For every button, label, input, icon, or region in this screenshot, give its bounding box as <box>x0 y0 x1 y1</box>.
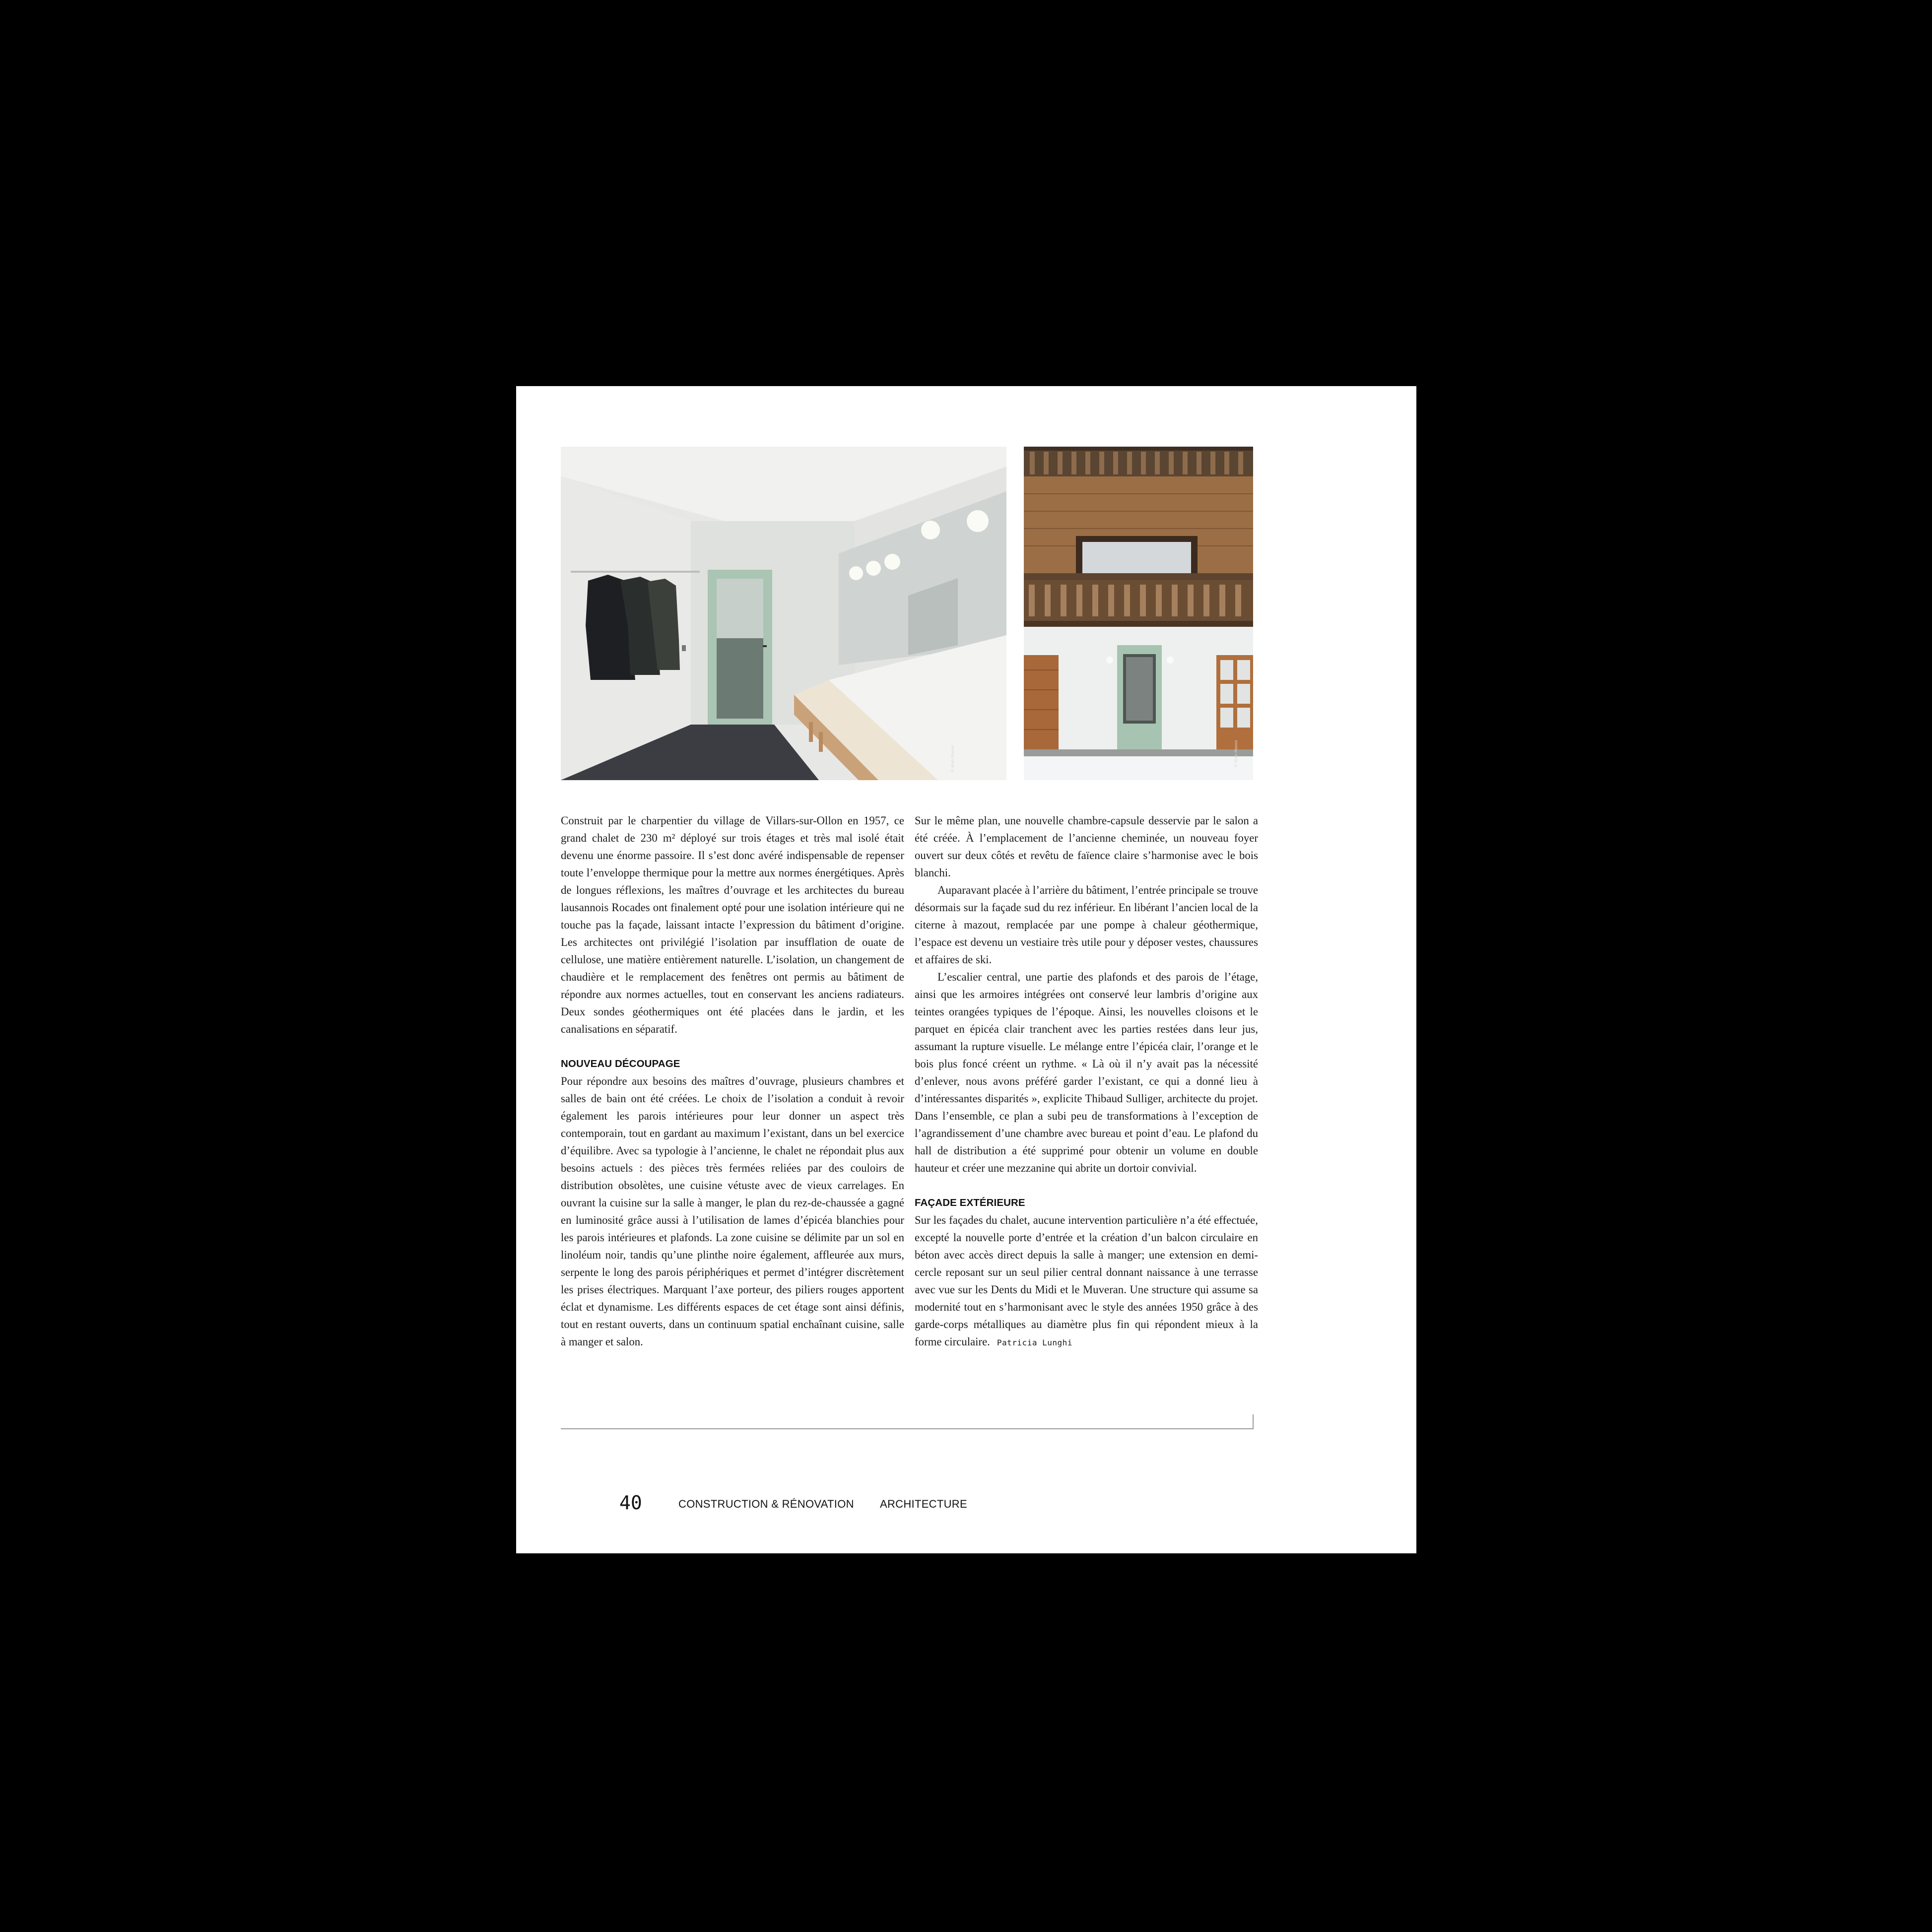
section-heading: FAÇADE EXTÉRIEURE <box>915 1197 1025 1208</box>
photo-cloakroom <box>561 447 1006 780</box>
photo-credit-right: © Alan Hasoo <box>1234 740 1238 768</box>
article-column-right <box>915 812 1258 1351</box>
paragraph: Auparavant placée à l’arrière du bâtiment, l’entrée principale se trouve désormais sur la façade sud du rez inférieur. En libérant l’ancien local de la citerne à mazout, remplacée par une pompe à chaleur géothermique, l’espace est devenu un vestiaire très utile pour y déposer vestes, chaussures et affaires de ski. <box>915 884 1258 966</box>
bottom-rule-end <box>1253 1414 1254 1429</box>
photo-credit-left: © Alan Hasoo <box>950 745 955 773</box>
paragraph: Sur le même plan, une nouvelle chambre-capsule desservie par le salon a été créée. À l’emplacement de l’ancienne cheminée, un nouveau foyer ouvert sur deux côtés et revêtu de faïence claire s’harmonise avec le bois blanchi. <box>915 814 1258 879</box>
paragraph <box>915 1211 1258 1351</box>
paragraph: Pour répondre aux besoins des maîtres d’ouvrage, plusieurs chambres et salles de bain ont été créées. Le choix de l’isolation a conduit à revoir également les parois intérieures pour leur donner un aspect très contemporain, tout en gardant au maximum l’existant, dans un bel exercice d’équilibre. Avec sa typologie à l’ancienne, le chalet ne répondait plus aux besoins actuels : des pièces très fermées reliées par des couloirs de distribution obsolètes, une cuisine vétuste avec de vieux carrelages. En ouvrant la cuisine sur la salle à manger, le plan du rez-de-chaussée a gagné en luminosité grâce aussi à l’utilisation de lames d’épicéa blanchies pour les parois intérieures et plafonds. La zone cuisine se délimite par un sol en linoléum noir, tandis qu’une plinthe noire également, affleurée aux murs, serpente le long des parois périphériques et permet d’intégrer discrètement les prises électriques. Marquant l’axe porteur, des piliers rouges apportent éclat et dynamisme. Les différents espaces de cet étage sont ainsi définis, tout en restant ouverts, dans un continuum spatial enchaînant cuisine, salle à manger et salon. <box>561 1075 904 1348</box>
footer-subsection: ARCHITECTURE <box>880 1498 967 1510</box>
article-column-left <box>561 812 904 1350</box>
cloakroom-illustration <box>561 447 1006 780</box>
page-number: 40 <box>619 1492 642 1514</box>
bottom-rule <box>561 1428 1254 1429</box>
author-signature: Patricia Lunghi <box>997 1338 1072 1347</box>
paragraph: Construit par le charpentier du village de Villars-sur-Ollon en 1957, ce grand chalet de 230 m² déployé sur trois étages et très mal isolé était devenu une énorme passoire. Il s’est donc avéré indispensable de repenser toute l’enveloppe thermique pour la mettre aux normes énergétiques. Après de longues réflexions, les maîtres d’ouvrage et les architectes du bureau lausannois Rocades ont finalement opté pour une isolation intérieure qui ne touche pas la façade, laissant intacte l’expression du bâtiment d’origine. Les architectes ont privilégié l’isolation par insufflation de ouate de cellulose, une matière entièrement naturelle. L’isolation, un changement de chaudière et le remplacement des fenêtres ont permis au bâtiment de répondre aux normes actuelles, tout en conservant les anciens radiateurs. Deux sondes géothermiques ont été placées dans le jardin, et les canalisations en séparatif. <box>561 814 904 1035</box>
chalet-facade-illustration <box>1024 447 1253 780</box>
footer-section: CONSTRUCTION & RÉNOVATION <box>678 1498 854 1510</box>
paragraph: L’escalier central, une partie des plafonds et des parois de l’étage, ainsi que les armoires intégrées ont conservé leur lambris d’origine aux teintes orangées typiques de l’époque. Ainsi, les nouvelles cloisons et le parquet en épicéa clair tranchent avec les parties restées dans leur jus, assumant la rupture visuelle. Le mélange entre l’épicéa clair, l’orange et le bois plus foncé créent un rythme. « Là où il n’y avait pas la nécessité d’enlever, nous avons préféré garder l’existant, ce qui a donné lieu à d’intéressantes disparités », explicite Thibaud Sulliger, architecte du projet. Dans l’ensemble, ce plan a subi peu de transformations à l’exception de l’agrandissement d’une chambre avec bureau et point d’eau. Le plafond du hall de distribution a été supprimé pour obtenir un volume en double hauteur et créer une mezzanine qui abrite un dortoir convivial. <box>915 971 1258 1174</box>
magazine-page <box>516 386 1416 1553</box>
section-heading: NOUVEAU DÉCOUPAGE <box>561 1058 680 1069</box>
paragraph-text: Sur les façades du chalet, aucune intervention particulière n’a été effectuée, excepté la nouvelle porte d’entrée et la création d’un balcon circulaire en béton avec accès direct depuis la salle à manger; une extension en demi-cercle reposant sur un seul pilier central donnant naissance à une terrasse avec vue sur les Dents du Midi et le Muveran. Une structure qui assume sa modernité tout en s’harmonisant avec le style des années 1950 grâce à des garde-corps métalliques au diamètre plus fin qui répondent mieux à la forme circulaire. <box>915 1214 1258 1348</box>
photo-chalet-facade <box>1024 447 1253 780</box>
